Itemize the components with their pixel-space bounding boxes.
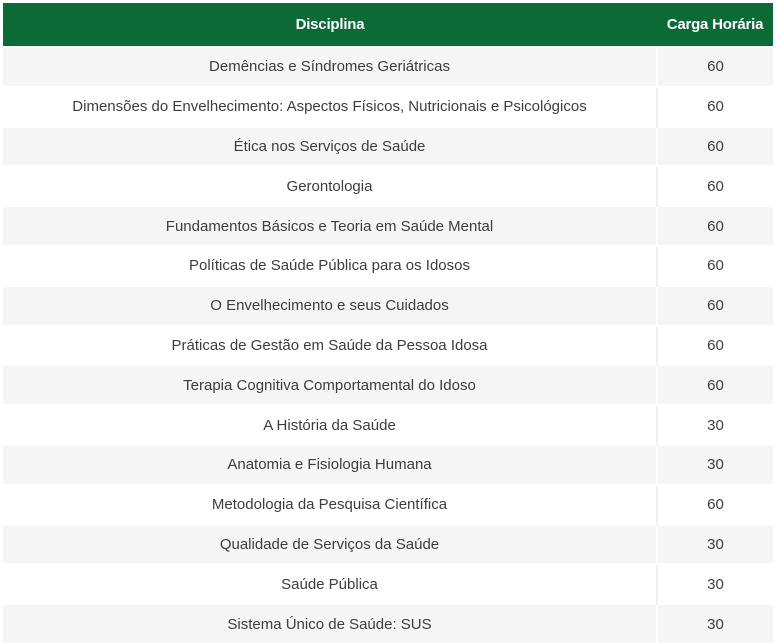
table-row bbox=[3, 445, 773, 485]
hours-cell: 30 bbox=[657, 405, 773, 445]
hours-cell: 60 bbox=[657, 47, 773, 87]
table-row bbox=[3, 485, 773, 525]
table-row bbox=[3, 47, 773, 87]
discipline-cell: Demências e Síndromes Geriátricas bbox=[3, 47, 657, 87]
discipline-cell: O Envelhecimento e seus Cuidados bbox=[3, 286, 657, 326]
hours-cell: 60 bbox=[657, 246, 773, 286]
hours-cell: 60 bbox=[657, 485, 773, 525]
table-body bbox=[3, 47, 773, 643]
hours-cell: 60 bbox=[657, 127, 773, 167]
table-row bbox=[3, 365, 773, 405]
hours-cell: 60 bbox=[657, 365, 773, 405]
column-header-hours: Carga Horária bbox=[657, 3, 773, 47]
discipline-cell: Políticas de Saúde Pública para os Idosos bbox=[3, 246, 657, 286]
table-row bbox=[3, 564, 773, 604]
hours-cell: 60 bbox=[657, 166, 773, 206]
discipline-cell: Ética nos Serviços de Saúde bbox=[3, 127, 657, 167]
discipline-cell: Terapia Cognitiva Comportamental do Idoso bbox=[3, 365, 657, 405]
discipline-cell: Sistema Único de Saúde: SUS bbox=[3, 604, 657, 643]
hours-cell: 30 bbox=[657, 564, 773, 604]
table-row bbox=[3, 286, 773, 326]
hours-cell: 30 bbox=[657, 445, 773, 485]
discipline-cell: Gerontologia bbox=[3, 166, 657, 206]
discipline-cell: Práticas de Gestão em Saúde da Pessoa Idosa bbox=[3, 326, 657, 366]
hours-cell: 60 bbox=[657, 206, 773, 246]
hours-cell: 60 bbox=[657, 87, 773, 127]
table-row bbox=[3, 246, 773, 286]
curriculum-table bbox=[3, 3, 773, 643]
table-row bbox=[3, 206, 773, 246]
table-row bbox=[3, 604, 773, 643]
hours-cell: 30 bbox=[657, 604, 773, 643]
table-row bbox=[3, 525, 773, 565]
discipline-cell: A História da Saúde bbox=[3, 405, 657, 445]
header-row bbox=[3, 3, 773, 47]
table-row bbox=[3, 166, 773, 206]
table-header bbox=[3, 3, 773, 47]
table-row bbox=[3, 326, 773, 366]
discipline-cell: Dimensões do Envelhecimento: Aspectos Físicos, Nutricionais e Psicológicos bbox=[3, 87, 657, 127]
table-row bbox=[3, 87, 773, 127]
hours-cell: 60 bbox=[657, 286, 773, 326]
column-header-discipline: Disciplina bbox=[3, 3, 657, 47]
curriculum-table-container bbox=[3, 3, 773, 643]
discipline-cell: Saúde Pública bbox=[3, 564, 657, 604]
discipline-cell: Anatomia e Fisiologia Humana bbox=[3, 445, 657, 485]
hours-cell: 30 bbox=[657, 525, 773, 565]
discipline-cell: Qualidade de Serviços da Saúde bbox=[3, 525, 657, 565]
discipline-cell: Fundamentos Básicos e Teoria em Saúde Mental bbox=[3, 206, 657, 246]
table-row bbox=[3, 405, 773, 445]
discipline-cell: Metodologia da Pesquisa Científica bbox=[3, 485, 657, 525]
table-row bbox=[3, 127, 773, 167]
hours-cell: 60 bbox=[657, 326, 773, 366]
